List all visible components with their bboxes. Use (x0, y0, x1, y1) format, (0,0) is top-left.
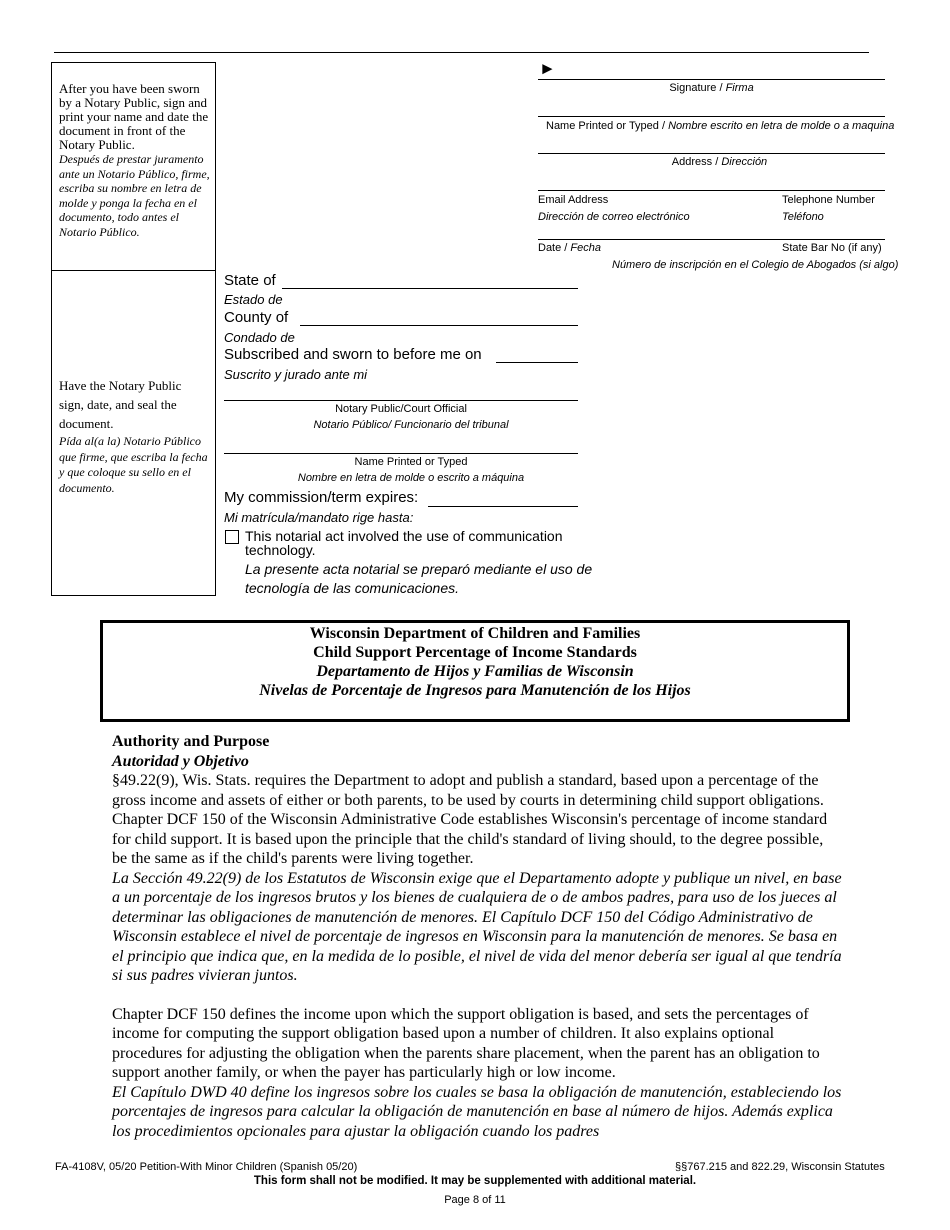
bar-number-label: State Bar No (if any) (782, 242, 882, 254)
notary-signature-line[interactable] (224, 400, 578, 401)
seal-instruction-en: Have the Notary Public sign, date, and seal the document. (59, 378, 182, 431)
footer-statutes: §§767.215 and 822.29, Wisconsin Statutes (675, 1161, 885, 1173)
date-label: Date / Fecha (538, 242, 601, 254)
email-phone-line[interactable] (538, 190, 885, 191)
notary-name-label: Name Printed or Typed (354, 456, 468, 468)
county-label: County of (224, 309, 289, 326)
header-line-1: Wisconsin Department of Children and Families (309, 625, 641, 642)
sign-instruction-text (59, 82, 211, 239)
county-label-es: Condado de (224, 330, 295, 345)
seal-instruction-text (59, 376, 209, 496)
top-rule (54, 52, 869, 53)
authority-section (112, 732, 842, 1141)
signature-arrow-icon: ► (539, 59, 556, 78)
footer-page-number: Page 8 of 11 (444, 1194, 506, 1206)
notary-name-label-es: Nombre en letra de molde o escrito a máquina (297, 472, 525, 484)
footer-form-id: FA-4108V, 05/20 Petition-With Minor Children (Spanish 05/20) (55, 1161, 358, 1173)
notary-official-label-es: Notario Público/ Funcionario del tribunal (313, 419, 509, 431)
address-line[interactable] (538, 153, 885, 154)
authority-heading: Authority and Purpose (112, 733, 270, 750)
tech-checkbox[interactable] (225, 530, 239, 544)
sworn-date-line[interactable] (496, 362, 578, 363)
tech-checkbox-label-es-1: La presente acta notarial se preparó mediante el uso de (245, 561, 593, 577)
header-line-4: Nivelas de Porcentaje de Ingresos para Manutención de los Hijos (259, 682, 691, 699)
sign-instruction-en: After you have been sworn by a Notary Public, sign and print your name and date the document in front of the Notary Public. (59, 81, 209, 152)
name-printed-label: Name Printed or Typed / Nombre escrito en letra de molde o a maquina (546, 120, 895, 132)
signature-label: Signature / Firma (669, 82, 754, 94)
sworn-label: Subscribed and sworn to before me on (224, 346, 482, 363)
department-header-text (103, 624, 847, 700)
email-label-es: Dirección de correo electrónico (538, 211, 690, 223)
email-label: Email Address (538, 194, 609, 206)
footer-notice: This form shall not be modified. It may be supplemented with additional material. (253, 1175, 697, 1187)
phone-label: Telephone Number (782, 194, 875, 206)
commission-label-es: Mi matrícula/mandato rige hasta: (224, 510, 414, 525)
tech-checkbox-label: This notarial act involved the use of communication technology. (245, 528, 563, 558)
notary-name-line[interactable] (224, 453, 578, 454)
sign-instruction-es: Después de prestar juramento ante un Notario Público, firme, escriba su nombre en letra de molde y ponga la fecha en el documento, todo antes el Notario Público. (59, 152, 210, 239)
name-printed-line[interactable] (538, 116, 885, 117)
sworn-label-es: Suscrito y jurado ante mi (224, 367, 368, 382)
header-line-3: Departamento de Hijos y Familias de Wisconsin (316, 663, 634, 680)
commission-date-line[interactable] (428, 506, 578, 507)
state-input-line[interactable] (282, 288, 578, 289)
address-label: Address / Dirección (671, 156, 768, 168)
authority-para1-en: §49.22(9), Wis. Stats. requires the Department to adopt and publish a standard, based upon a percentage of the gross income and assets of either or both parents, to be used by courts in determining child support obligations. Chapter DCF 150 of the Wisconsin Administrative Code establishes Wisconsin's percentage of income standard for child support. It is based upon the principle that the child's standard of living should, to the degree possible, be the same as if the child's parents were living together. (112, 772, 828, 867)
authority-para2-en: Chapter DCF 150 defines the income upon which the support obligation is based, and sets the percentages of income for computing the support obligation based upon a number of children. It also explains optional procedures for adjusting the obligation when the parents share placement, when the parent has an obligation to support another family, or when the payer has particularly high or low income. (112, 1005, 820, 1081)
authority-para2-es: El Capítulo DWD 40 define los ingresos sobre los cuales se basa la obligación de manutención, estableciendo los porcentajes de ingresos para calcular la obligación de manutención en base al número de hijos. Además explica los procedimientos opcionales para ajustar la obligación cuando los padres (112, 1083, 842, 1140)
tech-checkbox-label-es-2: tecnología de las comunicaciones. (245, 580, 460, 596)
commission-label: My commission/term expires: (224, 489, 419, 506)
date-bar-line[interactable] (538, 239, 885, 240)
signature-line[interactable] (538, 79, 885, 80)
state-label: State of (224, 272, 276, 289)
authority-para1-es: La Sección 49.22(9) de los Estatutos de Wisconsin exige que el Departamento adopte y publique un nivel, en base a un porcentaje de los ingresos brutos y los bienes de cualquiera de o de ambos padres, para uso de los jueces al determinar las obligaciones de manutención de menores. El Capítulo DCF 150 del Código Administrativo de Wisconsin establece el nivel de porcentaje de ingresos en Wisconsin para la manutención de menores. Se basa en el principio que indica que, en la medida de lo posible, el nivel de vida del menor debería ser igual al que tendría si sus padres vivieran juntos. (112, 869, 842, 984)
county-input-line[interactable] (300, 325, 578, 326)
seal-instruction-es: Pída al(a la) Notario Público que firme, que escriba la fecha y que coloque su sello en el documento. (59, 434, 208, 495)
authority-heading-es: Autoridad y Objetivo (112, 752, 249, 770)
phone-label-es: Teléfono (782, 211, 824, 223)
state-label-es: Estado de (224, 292, 283, 307)
bar-number-label-es: Número de inscripción en el Colegio de Abogados (si algo) (612, 259, 899, 271)
header-line-2: Child Support Percentage of Income Standards (313, 644, 637, 661)
notary-official-label: Notary Public/Court Official (335, 403, 467, 415)
